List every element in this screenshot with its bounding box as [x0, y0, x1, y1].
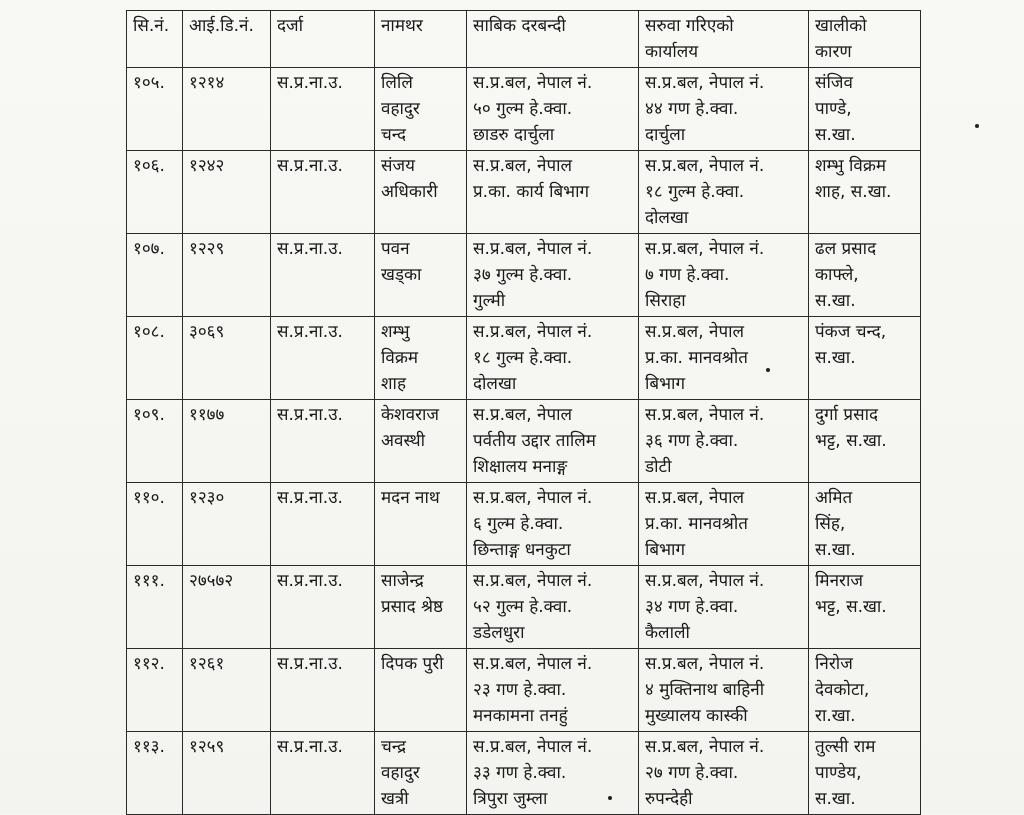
cell-line: ३४ गण हे.क्वा. — [645, 597, 739, 617]
id-no-cell: ११७७ — [183, 400, 271, 483]
rank-cell: स.प्र.ना.उ. — [271, 234, 375, 317]
header-rank — [271, 11, 375, 68]
previous-post-cell — [467, 649, 639, 732]
cell-line: रुपन्देही — [645, 789, 693, 809]
cell-line: स.प्र.बल, नेपाल नं. — [645, 405, 765, 425]
table-row — [127, 566, 921, 649]
serial-no-cell: ११०. — [127, 483, 183, 566]
cell-line: ढल प्रसाद — [815, 239, 877, 259]
cell-line: रा.खा. — [815, 706, 856, 726]
previous-post-cell — [467, 68, 639, 151]
cell-line: त्रिपुरा जुम्ला — [473, 789, 548, 809]
vacancy-reason-cell — [809, 649, 921, 732]
header-previous-post — [467, 11, 639, 68]
cell-line: लिलि — [381, 73, 413, 93]
cell-line: शाह — [381, 374, 406, 394]
name-cell — [375, 317, 467, 400]
cell-line: सिराहा — [645, 291, 686, 311]
serial-no-cell: १०८. — [127, 317, 183, 400]
speck-mark — [975, 124, 979, 128]
header-id-no — [183, 11, 271, 68]
speck-mark — [608, 796, 612, 800]
rank-cell: स.प्र.ना.उ. — [271, 68, 375, 151]
transferred-office-cell — [639, 400, 809, 483]
cell-line: गुल्मी — [473, 291, 506, 311]
cell-line: प्र.का. मानवश्रोत — [645, 514, 748, 534]
cell-line: स.प्र.बल, नेपाल नं. — [645, 156, 765, 176]
cell-line: विक्रम — [381, 348, 419, 368]
cell-line: खत्री — [381, 789, 409, 809]
cell-line: दर्जा — [277, 16, 304, 36]
cell-line: स.प्र.बल, नेपाल — [645, 488, 745, 508]
vacancy-reason-cell — [809, 732, 921, 815]
cell-line: ४ मुक्तिनाथ बाहिनी — [645, 680, 765, 700]
table-row — [127, 234, 921, 317]
cell-line: ६ गुल्म हे.क्वा. — [473, 514, 564, 534]
cell-line: १८ गुल्म हे.क्वा. — [645, 182, 745, 202]
cell-line: सरुवा गरिएको — [645, 16, 734, 36]
cell-line: साजेन्द्र — [381, 571, 424, 591]
cell-line: बिभाग — [645, 540, 686, 560]
rank-cell: स.प्र.ना.उ. — [271, 483, 375, 566]
cell-line: स.प्र.बल, नेपाल नं. — [473, 654, 593, 674]
name-cell — [375, 566, 467, 649]
cell-line: स.प्र.बल, नेपाल नं. — [473, 737, 593, 757]
cell-line: तुल्सी राम — [815, 737, 876, 757]
transferred-office-cell — [639, 151, 809, 234]
cell-line: मुख्यालय कास्की — [645, 706, 748, 726]
transferred-office-cell — [639, 483, 809, 566]
previous-post-cell — [467, 483, 639, 566]
name-cell — [375, 732, 467, 815]
previous-post-cell — [467, 400, 639, 483]
table-body — [127, 68, 921, 815]
rank-cell: स.प्र.ना.उ. — [271, 151, 375, 234]
cell-line: छाडरु दार्चुला — [473, 125, 555, 145]
header-transferred-office — [639, 11, 809, 68]
cell-line: दार्चुला — [645, 125, 686, 145]
rank-cell: स.प्र.ना.उ. — [271, 317, 375, 400]
cell-line: स.प्र.बल, नेपाल नं. — [473, 571, 593, 591]
id-no-cell: १२४२ — [183, 151, 271, 234]
cell-line: नामथर — [381, 16, 423, 36]
cell-line: प्रसाद श्रेष्ठ — [381, 597, 444, 617]
vacancy-reason-cell — [809, 317, 921, 400]
cell-line: स.खा. — [815, 348, 856, 368]
cell-line: स.खा. — [815, 789, 856, 809]
cell-line: अधिकारी — [381, 182, 438, 202]
cell-line: पाण्डेय, — [815, 763, 862, 783]
name-cell — [375, 649, 467, 732]
table-row — [127, 483, 921, 566]
rank-cell: स.प्र.ना.उ. — [271, 649, 375, 732]
cell-line: ३३ गण हे.क्वा. — [473, 763, 567, 783]
table-row — [127, 151, 921, 234]
cell-line: मिनराज — [815, 571, 863, 591]
transferred-office-cell — [639, 649, 809, 732]
cell-line: अवस्थी — [381, 431, 425, 451]
cell-line: स.प्र.बल, नेपाल नं. — [473, 73, 593, 93]
transferred-office-cell — [639, 732, 809, 815]
id-no-cell: १२५९ — [183, 732, 271, 815]
serial-no-cell: ११३. — [127, 732, 183, 815]
cell-line: भट्ट, स.खा. — [815, 431, 887, 451]
vacancy-reason-cell — [809, 566, 921, 649]
transfer-table — [126, 10, 921, 815]
cell-line: दुर्गा प्रसाद — [815, 405, 878, 425]
previous-post-cell — [467, 317, 639, 400]
cell-line: स.खा. — [815, 125, 856, 145]
transferred-office-cell — [639, 68, 809, 151]
vacancy-reason-cell — [809, 400, 921, 483]
name-cell — [375, 483, 467, 566]
cell-line: स.प्र.बल, नेपाल नं. — [473, 488, 593, 508]
rank-cell: स.प्र.ना.उ. — [271, 566, 375, 649]
name-cell — [375, 68, 467, 151]
speck-mark — [766, 368, 770, 372]
vacancy-reason-cell — [809, 68, 921, 151]
vacancy-reason-cell — [809, 234, 921, 317]
cell-line: वहादुर — [381, 99, 420, 119]
id-no-cell: २७५७२ — [183, 566, 271, 649]
cell-line: डडेलधुरा — [473, 623, 525, 643]
serial-no-cell: ११२. — [127, 649, 183, 732]
header-vacancy-reason — [809, 11, 921, 68]
table-row — [127, 317, 921, 400]
serial-no-cell: १०९. — [127, 400, 183, 483]
cell-line: देवकोटा, — [815, 680, 870, 700]
cell-line: केशवराज — [381, 405, 440, 425]
cell-line: संजिव — [815, 73, 853, 93]
cell-line: स.खा. — [815, 540, 856, 560]
name-cell — [375, 400, 467, 483]
cell-line: साबिक दरबन्दी — [473, 16, 566, 36]
cell-line: मनकामना तनहुं — [473, 706, 568, 726]
table-row — [127, 649, 921, 732]
cell-line: ७ गण हे.क्वा. — [645, 265, 730, 285]
rank-cell: स.प्र.ना.उ. — [271, 732, 375, 815]
cell-line: स.प्र.बल, नेपाल नं. — [645, 239, 765, 259]
cell-line: बिभाग — [645, 374, 686, 394]
cell-line: २७ गण हे.क्वा. — [645, 763, 739, 783]
cell-line: स.प्र.बल, नेपाल नं. — [645, 737, 765, 757]
transferred-office-cell — [639, 234, 809, 317]
cell-line: ५० गुल्म हे.क्वा. — [473, 99, 573, 119]
serial-no-cell: १०५. — [127, 68, 183, 151]
previous-post-cell — [467, 566, 639, 649]
cell-line: शम्भु विक्रम — [815, 156, 887, 176]
cell-line: सि.नं. — [133, 16, 170, 36]
cell-line: स.प्र.बल, नेपाल — [473, 405, 573, 425]
cell-line: स.प्र.बल, नेपाल नं. — [473, 322, 593, 342]
table-header — [127, 11, 921, 68]
cell-line: ३७ गुल्म हे.क्वा. — [473, 265, 573, 285]
previous-post-cell — [467, 151, 639, 234]
serial-no-cell: १०७. — [127, 234, 183, 317]
transferred-office-cell — [639, 317, 809, 400]
serial-no-cell: १११. — [127, 566, 183, 649]
cell-line: शाह, स.खा. — [815, 182, 892, 202]
cell-line: ५२ गुल्म हे.क्वा. — [473, 597, 573, 617]
cell-line: दोलखा — [473, 374, 517, 394]
rank-cell: स.प्र.ना.उ. — [271, 400, 375, 483]
cell-line: स.प्र.बल, नेपाल नं. — [645, 571, 765, 591]
id-no-cell: ३०६९ — [183, 317, 271, 400]
cell-line: स.प्र.बल, नेपाल — [473, 156, 573, 176]
cell-line: डोटी — [645, 457, 672, 477]
cell-line: ४४ गण हे.क्वा. — [645, 99, 739, 119]
table-row — [127, 400, 921, 483]
cell-line: पवन — [381, 239, 410, 259]
cell-line: दिपक पुरी — [381, 654, 444, 674]
cell-line: प्र.का. कार्य बिभाग — [473, 182, 590, 202]
cell-line: वहादुर — [381, 763, 420, 783]
id-no-cell: १२६१ — [183, 649, 271, 732]
header-row — [127, 11, 921, 68]
cell-line: मदन नाथ — [381, 488, 440, 508]
cell-line: अमित — [815, 488, 853, 508]
name-cell — [375, 234, 467, 317]
cell-line: १८ गुल्म हे.क्वा. — [473, 348, 573, 368]
cell-line: शिक्षालय मनाङ्ग — [473, 457, 568, 477]
cell-line: चन्द्र — [381, 737, 407, 757]
cell-line: खालीको — [815, 16, 867, 36]
cell-line: खड्का — [381, 265, 422, 285]
header-name — [375, 11, 467, 68]
table-row — [127, 732, 921, 815]
cell-line: काफ्ले, — [815, 265, 859, 285]
serial-no-cell: १०६. — [127, 151, 183, 234]
cell-line: शम्भु — [381, 322, 410, 342]
cell-line: पाण्डे, — [815, 99, 852, 119]
table-row — [127, 68, 921, 151]
name-cell — [375, 151, 467, 234]
cell-line: छिन्ताङ्ग धनकुटा — [473, 540, 571, 560]
cell-line: आई.डि.नं. — [189, 16, 254, 36]
cell-line: स.प्र.बल, नेपाल नं. — [645, 654, 765, 674]
cell-line: दोलखा — [645, 208, 689, 228]
cell-line: संजय — [381, 156, 415, 176]
id-no-cell: १२१४ — [183, 68, 271, 151]
header-serial-no — [127, 11, 183, 68]
id-no-cell: १२२९ — [183, 234, 271, 317]
cell-line: स.प्र.बल, नेपाल — [645, 322, 745, 342]
cell-line: २३ गण हे.क्वा. — [473, 680, 567, 700]
cell-line: स.खा. — [815, 291, 856, 311]
cell-line: निरोज — [815, 654, 853, 674]
cell-line: भट्ट, स.खा. — [815, 597, 887, 617]
previous-post-cell — [467, 234, 639, 317]
id-no-cell: १२३० — [183, 483, 271, 566]
cell-line: कारण — [815, 42, 852, 62]
vacancy-reason-cell — [809, 151, 921, 234]
cell-line: चन्द — [381, 125, 407, 145]
cell-line: सिंह, — [815, 514, 846, 534]
cell-line: पर्वतीय उद्दार तालिम — [473, 431, 596, 451]
previous-post-cell — [467, 732, 639, 815]
transferred-office-cell — [639, 566, 809, 649]
vacancy-reason-cell — [809, 483, 921, 566]
cell-line: कार्यालय — [645, 42, 699, 62]
cell-line: स.प्र.बल, नेपाल नं. — [645, 73, 765, 93]
cell-line: कैलाली — [645, 623, 690, 643]
cell-line: पंकज चन्द, — [815, 322, 887, 342]
cell-line: ३६ गण हे.क्वा. — [645, 431, 739, 451]
cell-line: प्र.का. मानवश्रोत — [645, 348, 748, 368]
cell-line: स.प्र.बल, नेपाल नं. — [473, 239, 593, 259]
